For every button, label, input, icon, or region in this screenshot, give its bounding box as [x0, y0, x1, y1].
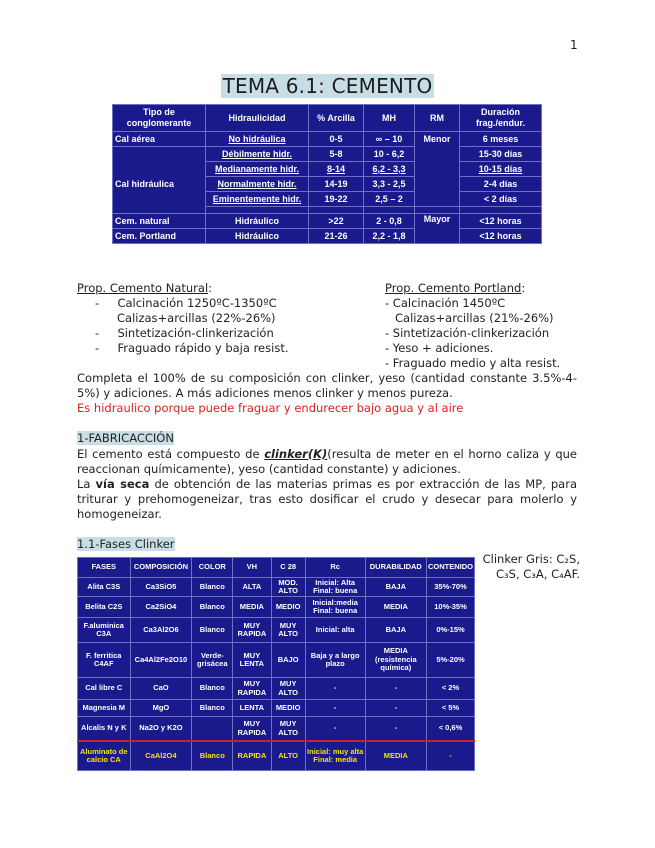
table2-header: Rc [305, 558, 365, 578]
table2-cell: MEDIA [365, 597, 426, 618]
table1-cell: 15-30 días [460, 147, 542, 162]
binder-classification-table [112, 104, 542, 244]
table2-cell: Na2O y K2O [130, 717, 192, 742]
table1-cell: 3,3 - 2,5 [364, 177, 415, 192]
table-row [78, 643, 475, 678]
list-item: - Yeso + adiciones. [385, 341, 494, 355]
table2-header: C 28 [271, 558, 305, 578]
list-item: Sintetización-clinkerización [117, 326, 274, 340]
table2-header: FASES [78, 558, 131, 578]
table2-cell: Alita C3S [78, 578, 131, 597]
table2-cell: 5%-20% [427, 643, 475, 678]
text-run: (resulta de meter en el horno caliza y que reaccionan químicamente), yeso (cantidad constante) y adiciones. [77, 447, 577, 476]
table2-cell: Cal libre C [78, 678, 131, 700]
table2-cell: MUY ALTO [271, 678, 305, 700]
table1-cell: 2 - 0,8 [364, 214, 415, 229]
table2-cell: MUY ALTO [271, 618, 305, 643]
table2-cell: 10%-35% [427, 597, 475, 618]
table2-cell: < 2% [427, 678, 475, 700]
page-title-text: TEMA 6.1: CEMENTO [222, 74, 433, 98]
table1-rm-menor: Menor [415, 132, 460, 207]
via-seca-term: vía seca [95, 477, 150, 491]
table2-cell: MUY RAPIDA [233, 678, 271, 700]
table1-cell: Normalmente hidr. [206, 177, 309, 192]
table2-cell: Verde-grisácea [192, 643, 233, 678]
table2-cell: MgO [130, 700, 192, 717]
text-run: La [77, 477, 96, 491]
table2-cell: Inicial: muy alta Final: media [305, 741, 365, 771]
table2-cell: Inicial: alta [305, 618, 365, 643]
section-fabricacion-heading [77, 431, 174, 446]
table2-cell: Alcalis N y K [78, 717, 131, 742]
table1-cell: < 2 días [460, 192, 542, 207]
table2-cell: - [365, 678, 426, 700]
table2-cell: < 0,6% [427, 717, 475, 742]
table1-header-mh: MH [364, 105, 415, 132]
table2-cell: MUY ALTO [271, 717, 305, 742]
table-row [78, 700, 475, 717]
table1-cell: 21-26 [309, 229, 364, 244]
table2-cell: Belita C2S [78, 597, 131, 618]
table2-header: VH [233, 558, 271, 578]
table2-cell: - [365, 717, 426, 742]
table2-cell: MUY RAPIDA [233, 717, 271, 742]
table2-cell: MEDIA [233, 597, 271, 618]
table1-cell: 10-15 días [460, 162, 542, 177]
table2-cell: MEDIO [271, 700, 305, 717]
table-row [113, 192, 542, 207]
table-row [78, 597, 475, 618]
table2-header: COLOR [192, 558, 233, 578]
table2-cell: MUY RAPIDA [233, 618, 271, 643]
table-row [113, 147, 542, 162]
table2-cell: 35%-70% [427, 578, 475, 597]
table2-cell: MEDIA [365, 741, 426, 771]
table2-cell: MEDIA (resistencia química) [365, 643, 426, 678]
table2-cell: Baja y a largo plazo [305, 643, 365, 678]
table2-cell: Ca3Al2O6 [130, 618, 192, 643]
table1-cell: 2,5 – 2 [364, 192, 415, 207]
table2-cell: Inicial:media Final: buena [305, 597, 365, 618]
clinker-gris-note: Clinker Gris: C₂S, C₃S, C₃A, C₄AF. [482, 552, 580, 581]
table2-cell: - [305, 717, 365, 742]
fabricacion-paragraph-1 [77, 447, 577, 477]
table1-cell: Hidráulico [206, 229, 309, 244]
list-item: - Fraguado medio y alta resist. [385, 356, 561, 370]
table1-cell: 6 meses [460, 132, 542, 147]
table2-cell: CaAl2O4 [130, 741, 192, 771]
table-row [113, 177, 542, 192]
table1-cell [113, 147, 206, 162]
table2-header: DURABILIDAD [365, 558, 426, 578]
table1-cell: Cem. natural [113, 214, 206, 229]
table2-cell: < 5% [427, 700, 475, 717]
table2-cell: - [305, 700, 365, 717]
table1-cell: 5-8 [309, 147, 364, 162]
list-item: Calizas+arcillas (21%-26%) [395, 311, 554, 325]
portland-heading: Prop. Cemento Portland [385, 281, 522, 295]
table2-cell: Blanco [192, 700, 233, 717]
table2-cell: BAJO [271, 643, 305, 678]
table2-cell: Blanco [192, 578, 233, 597]
table2-cell [192, 717, 233, 742]
table1-cell: Cal aérea [113, 132, 206, 147]
table2-cell: MUY LENTA [233, 643, 271, 678]
table1-cell: Cal hidráulica [113, 177, 206, 192]
text-run: El cemento está compuesto de [77, 447, 265, 461]
section-heading-text: 1.1-Fases Clinker [77, 537, 175, 551]
table-row [78, 717, 475, 742]
table1-cell [113, 162, 206, 177]
table-row [113, 229, 542, 244]
portland-cement-props: Prop. Cemento Portland: - Calcinación 1450ºC Calizas+arcillas (21%-26%) - Sintetización-clinkerización - Yeso + adiciones. - Fraguado medio y alta resist. [385, 281, 585, 371]
table1-cell: Medianamente hidr. [206, 162, 309, 177]
list-item: Calizas+arcillas (22%-26%) [117, 311, 276, 325]
table2-cell: Blanco [192, 741, 233, 771]
table1-cell: 6,2 - 3,3 [364, 162, 415, 177]
section-fases-clinker-heading [77, 537, 175, 552]
table2-cell: MEDIO [271, 597, 305, 618]
list-item: Calcinación 1250ºC-1350ºC [117, 296, 277, 310]
table2-cell: - [427, 741, 475, 771]
table2-cell: Ca2SiO4 [130, 597, 192, 618]
table2-cell: ALTO [271, 741, 305, 771]
page-title [0, 74, 655, 98]
table1-header-duracion: Duración frag./endur. [460, 105, 542, 132]
list-item: - Sintetización-clinkerización [385, 326, 550, 340]
table-row [113, 132, 542, 147]
natural-cement-props: Prop. Cemento Natural: - Calcinación 1250ºC-1350ºC Calizas+arcillas (22%-26%) - Sintetización-clinkerización - Fraguado rápido y baja resist. [77, 281, 289, 355]
table2-cell: RAPIDA [233, 741, 271, 771]
text-run: de obtención de las materias primas es por extracción de las MP, para triturar y prehomogeneizar, tras esto dosificar el crudo y desecar para molerlo y homogeneizar. [77, 477, 577, 521]
table1-cell: <12 horas [460, 214, 542, 229]
table1-rm-mayor: Mayor [415, 214, 460, 244]
table-row [78, 678, 475, 700]
composition-paragraph [77, 371, 577, 401]
table1-cell [113, 192, 206, 207]
table1-cell: Eminentemente hidr. [206, 192, 309, 207]
table2-cell: ALTA [233, 578, 271, 597]
table1-cell: 0-5 [309, 132, 364, 147]
table2-cell: - [305, 678, 365, 700]
table2-cell: MOD. ALTO [271, 578, 305, 597]
table2-header: CONTENIDO [427, 558, 475, 578]
table2-cell: Ca4Al2Fe2O10 [130, 643, 192, 678]
table1-cell: <12 horas [460, 229, 542, 244]
table1-cell: 2-4 días [460, 177, 542, 192]
table-row [78, 618, 475, 643]
table2-cell: Magnesia M [78, 700, 131, 717]
table2-cell: BAJA [365, 578, 426, 597]
table1-cell: >22 [309, 214, 364, 229]
list-item: - Calcinación 1450ºC [385, 296, 506, 310]
table1-cell: Hidráulico [206, 214, 309, 229]
table1-cell: No hidráulica [206, 132, 309, 147]
clinker-phases-table [77, 557, 475, 771]
table1-cell: 8-14 [309, 162, 364, 177]
table1-cell: 19-22 [309, 192, 364, 207]
table1-header-arcilla: % Arcilla [309, 105, 364, 132]
hydraulic-note: Es hidraulico porque puede fraguar y endurecer bajo agua y al aire [77, 401, 464, 415]
table1-cell: 2,2 - 1,8 [364, 229, 415, 244]
page-number: 1 [570, 38, 578, 52]
table-row [113, 214, 542, 229]
table2-cell: Inicial: Alta Final: buena [305, 578, 365, 597]
table2-cell: Aluminato de calcio CA [78, 741, 131, 771]
table1-header-hidraulicidad: Hidraulicidad [206, 105, 309, 132]
table-row [78, 578, 475, 597]
table1-cell: ∞ – 10 [364, 132, 415, 147]
table2-cell: Ca3SiO5 [130, 578, 192, 597]
table2-cell: F. ferritica C4AF [78, 643, 131, 678]
table2-cell: F.aluminica C3A [78, 618, 131, 643]
clinker-term: clinker(K) [264, 447, 328, 461]
table1-cell: Cem. Portland [113, 229, 206, 244]
section-heading-text: 1-FABRICACCIÓN [77, 431, 174, 445]
natural-heading: Prop. Cemento Natural [77, 281, 209, 295]
table2-cell: - [365, 700, 426, 717]
table2-cell: Blanco [192, 597, 233, 618]
list-item: Fraguado rápido y baja resist. [117, 341, 289, 355]
table2-header: COMPOSICIÓN [130, 558, 192, 578]
table1-cell: 14-19 [309, 177, 364, 192]
table1-cell: Débilmente hidr. [206, 147, 309, 162]
fabricacion-paragraph-2 [77, 477, 577, 522]
table1-header-rm: RM [415, 105, 460, 132]
table2-cell: BAJA [365, 618, 426, 643]
table-row [78, 741, 475, 771]
table1-header-tipo: Tipo de conglomerante [113, 105, 206, 132]
composition-text: Completa el 100% de su composición con clinker, yeso (cantidad constante 3.5%-4-5%) y adiciones. A más adiciones menos clinker y menos pureza. [77, 371, 577, 400]
table-row [113, 162, 542, 177]
table2-cell: 0%-15% [427, 618, 475, 643]
table2-cell: Blanco [192, 678, 233, 700]
table2-cell: Blanco [192, 618, 233, 643]
table2-cell: CaO [130, 678, 192, 700]
table2-cell: LENTA [233, 700, 271, 717]
table1-cell: 10 - 6,2 [364, 147, 415, 162]
